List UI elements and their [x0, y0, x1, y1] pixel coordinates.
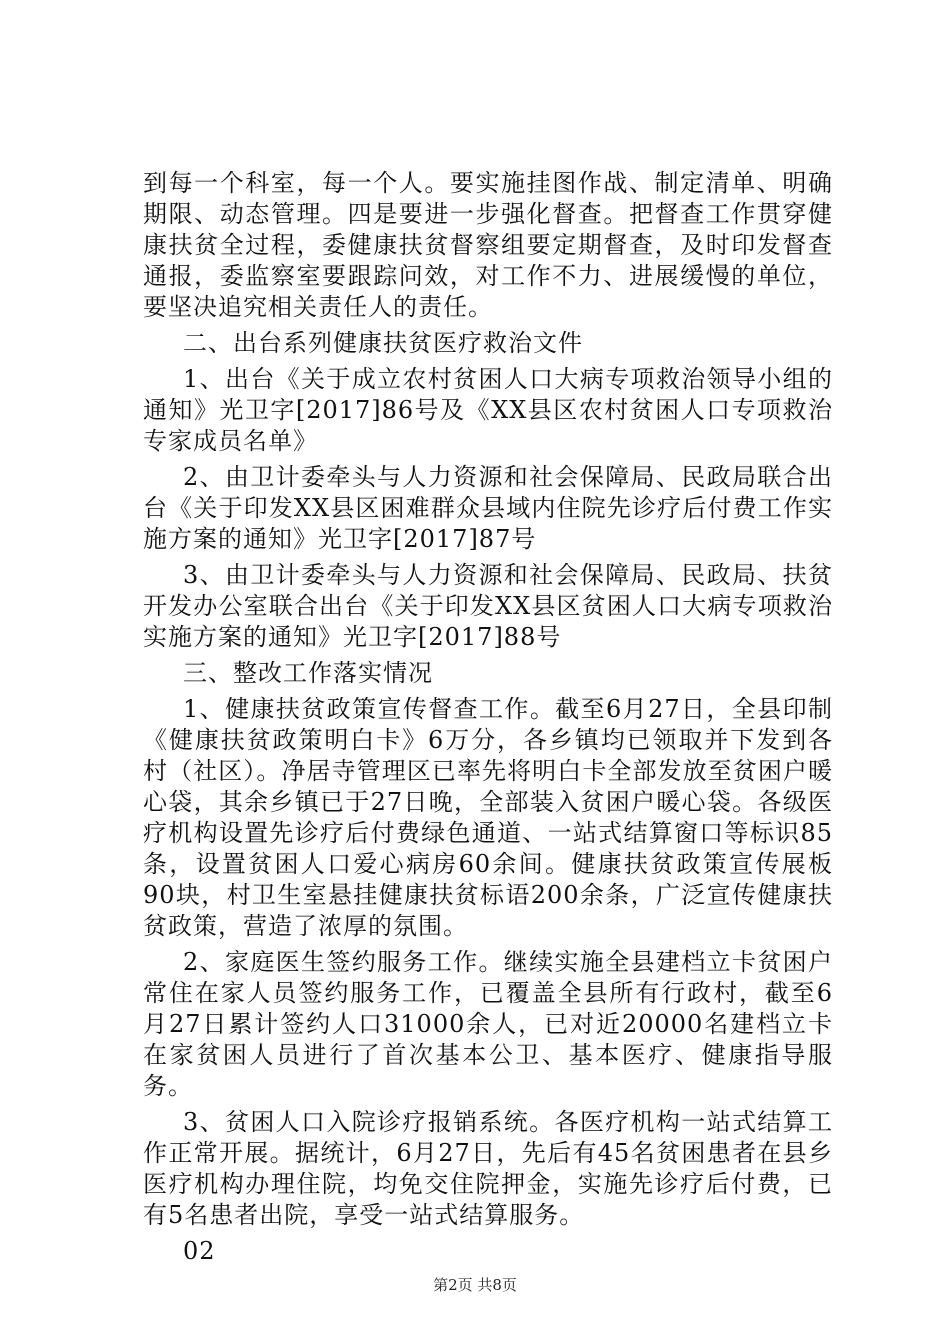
paragraph-item-2-1: 1、出台《关于成立农村贫困人口大病专项救治领导小组的通知》光卫字[2017]86号及《XX县区农村贫困人口专项救治专家成员名单》 — [143, 365, 833, 455]
section-heading-2: 二、出台系列健康扶贫医疗救治文件 — [183, 329, 583, 357]
section-heading-3: 三、整改工作落实情况 — [183, 659, 433, 687]
paragraph-item-2-2: 2、由卫计委牵头与人力资源和社会保障局、民政局联合出台《关于印发XX县区困难群众县域内住院先诊疗后付费工作实施方案的通知》光卫字[2017]87号 — [143, 463, 833, 553]
document-body — [143, 168, 833, 1272]
paragraph-continuation: 到每一个科室，每一个人。要实施挂图作战、制定清单、明确期限、动态管理。四是要进一步强化督查。把督查工作贯穿健康扶贫全过程，委健康扶贫督察组要定期督查，及时印发督查通报，委监察室要跟踪问效，对工作不力、进展缓慢的单位，要坚决追究相关责任人的责任。 — [143, 169, 833, 321]
paragraph-number-02: 02 — [183, 1237, 216, 1265]
paragraph-item-2-3: 3、由卫计委牵头与人力资源和社会保障局、民政局、扶贫开发办公室联合出台《关于印发XX县区贫困人口大病专项救治实施方案的通知》光卫字[2017]88号 — [143, 561, 833, 651]
paragraph-item-3-2: 2、家庭医生签约服务工作。继续实施全县建档立卡贫困户常住在家人员签约服务工作，已覆盖全县所有行政村，截至6月27日累计签约人口31000余人，已对近20000名建档立卡在家贫困人员进行了首次基本公卫、基本医疗、健康指导服务。 — [143, 948, 833, 1100]
page-footer: 第2页 共8页 — [433, 1276, 517, 1294]
paragraph-item-3-1: 1、健康扶贫政策宣传督查工作。截至6月27日，全县印制《健康扶贫政策明白卡》6万分，各乡镇均已领取并下发到各村（社区）。净居寺管理区已率先将明白卡全部发放至贫困户暖心袋，其余乡镇已于27日晚，全部装入贫困户暖心袋。各级医疗机构设置先诊疗后付费绿色通道、一站式结算窗口等标识85条，设置贫困人口爱心病房60余间。健康扶贫政策宣传展板90块，村卫生室悬挂健康扶贫标语200余条，广泛宣传健康扶贫政策，营造了浓厚的氛围。 — [143, 695, 833, 940]
paragraph-item-3-3: 3、贫困人口入院诊疗报销系统。各医疗机构一站式结算工作正常开展。据统计，6月27日，先后有45名贫困患者在县乡医疗机构办理住院，均免交住院押金，实施先诊疗后付费，已有5名患者出院，享受一站式结算服务。 — [143, 1108, 833, 1229]
